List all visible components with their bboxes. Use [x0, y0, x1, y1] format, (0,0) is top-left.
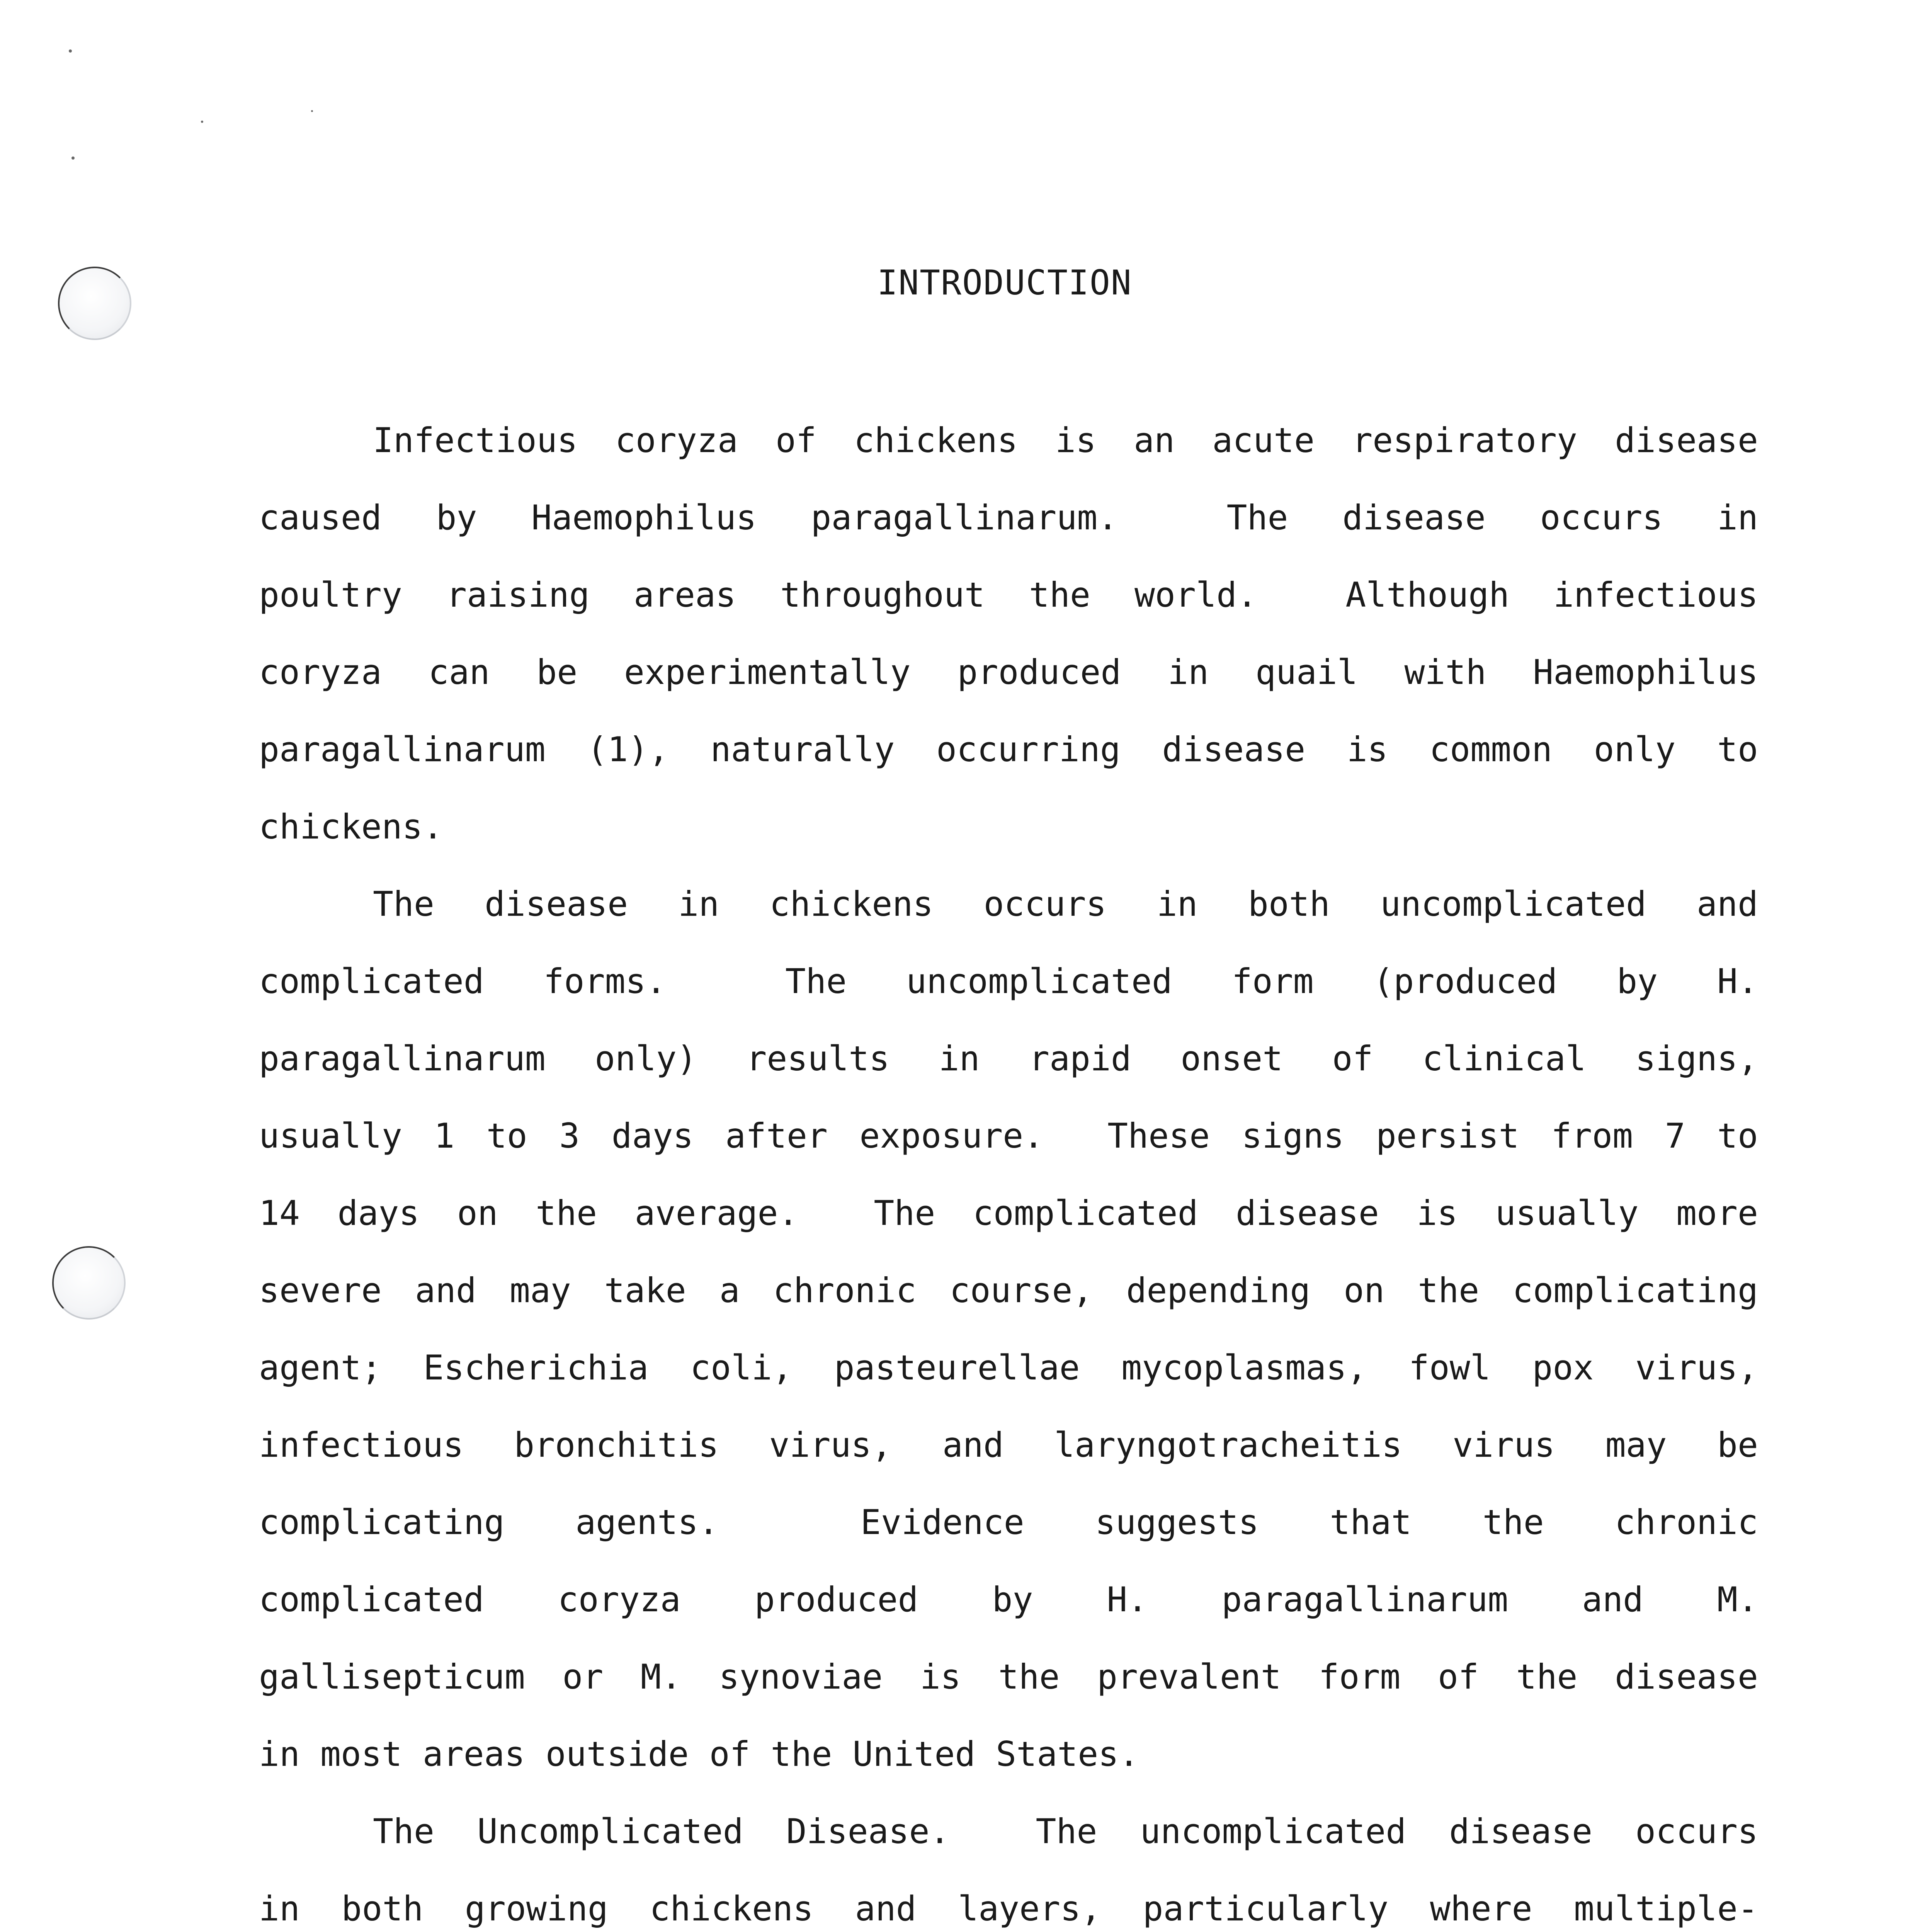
text-run: in both growing chickens and layers, particularly where multiple-	[259, 1889, 1758, 1929]
text-run: chickens.	[259, 807, 443, 847]
text-run: The Uncomplicated Disease. The uncomplicated disease occurs	[373, 1811, 1758, 1851]
underlined-term: M	[640, 1657, 661, 1697]
underlined-term: M	[1717, 1580, 1738, 1619]
text-line	[259, 1499, 1758, 1546]
text-run: .	[661, 1657, 719, 1697]
text-run: .	[1738, 1580, 1758, 1619]
text-line	[259, 1731, 1139, 1777]
text-line	[259, 1886, 1758, 1932]
scan-speck	[201, 121, 203, 123]
text-line	[259, 1345, 1758, 1391]
text-run: poultry raising areas throughout the world. Although infectious	[259, 575, 1758, 615]
text-line	[259, 1654, 1758, 1700]
text-run: .	[1738, 961, 1758, 1001]
text-line	[373, 417, 1758, 464]
text-line	[259, 804, 443, 850]
text-run: complicated coryza produced by	[259, 1580, 1107, 1619]
underlined-term: Escherichia	[423, 1348, 649, 1388]
text-run: The disease in chickens occurs in both uncomplicated and	[373, 884, 1758, 924]
text-run: is the prevalent form of the disease	[883, 1657, 1758, 1697]
underlined-term: paragallinarum	[259, 1039, 546, 1078]
underlined-term: paragallinarum	[811, 498, 1098, 537]
text-line	[259, 495, 1758, 541]
text-run: complicated forms. The uncomplicated form (produced by	[259, 961, 1718, 1001]
text-line	[259, 649, 1758, 696]
underlined-term: Haemophilus	[1533, 652, 1758, 692]
underlined-term: coli	[690, 1348, 772, 1388]
text-run: only) results in rapid onset of clinical signs,	[545, 1039, 1758, 1078]
text-run: agent;	[259, 1348, 423, 1388]
text-run: usually 1 to 3 days after exposure. These signs persist from 7 to	[259, 1116, 1758, 1156]
text-line	[259, 1036, 1758, 1082]
text-run: . The disease occurs in	[1097, 498, 1758, 537]
text-line	[259, 1267, 1758, 1314]
text-run: , pasteurellae mycoplasmas, fowl pox virus,	[772, 1348, 1758, 1388]
scan-speck	[311, 110, 313, 112]
text-run: infectious bronchitis virus, and laryngotracheitis virus may be	[259, 1425, 1758, 1465]
underlined-term: Haemophilus	[531, 498, 757, 537]
text-run: or	[525, 1657, 641, 1697]
underlined-term: paragallinarum	[259, 730, 546, 769]
text-line	[259, 726, 1758, 773]
text-run: in most areas outside of the United States.	[259, 1734, 1139, 1774]
text-run: severe and may take a chronic course, depending on the complicating	[259, 1270, 1758, 1310]
underlined-term: paragallinarum	[1221, 1580, 1509, 1619]
text-line	[259, 1190, 1758, 1236]
punch-hole-middle	[52, 1246, 126, 1320]
text-line	[259, 572, 1758, 618]
underlined-term: gallisepticum	[259, 1657, 525, 1697]
text-run	[757, 498, 811, 537]
page-heading: INTRODUCTION	[877, 263, 1132, 303]
underlined-term: H	[1717, 961, 1738, 1001]
text-run: coryza can be experimentally produced in quail with	[259, 652, 1533, 692]
text-run: and	[1508, 1580, 1718, 1619]
underlined-term: synoviae	[719, 1657, 883, 1697]
text-line	[259, 1577, 1758, 1623]
text-run: Infectious coryza of chickens is an acute respiratory disease	[373, 420, 1758, 460]
text-line	[373, 881, 1758, 927]
text-line	[373, 1808, 1758, 1855]
text-run	[648, 1348, 690, 1388]
text-line	[259, 1422, 1758, 1468]
text-line	[259, 1113, 1758, 1159]
underlined-term: H	[1107, 1580, 1128, 1619]
scan-speck	[71, 156, 75, 160]
text-run: 14 days on the average. The complicated disease is usually more	[259, 1193, 1758, 1233]
text-run: .	[1127, 1580, 1222, 1619]
text-run: (1), naturally occurring disease is common only to	[545, 730, 1758, 769]
scan-speck	[69, 49, 72, 53]
text-run: caused by	[259, 498, 532, 537]
text-line	[259, 958, 1758, 1005]
text-run: complicating agents. Evidence suggests that the chronic	[259, 1502, 1758, 1542]
